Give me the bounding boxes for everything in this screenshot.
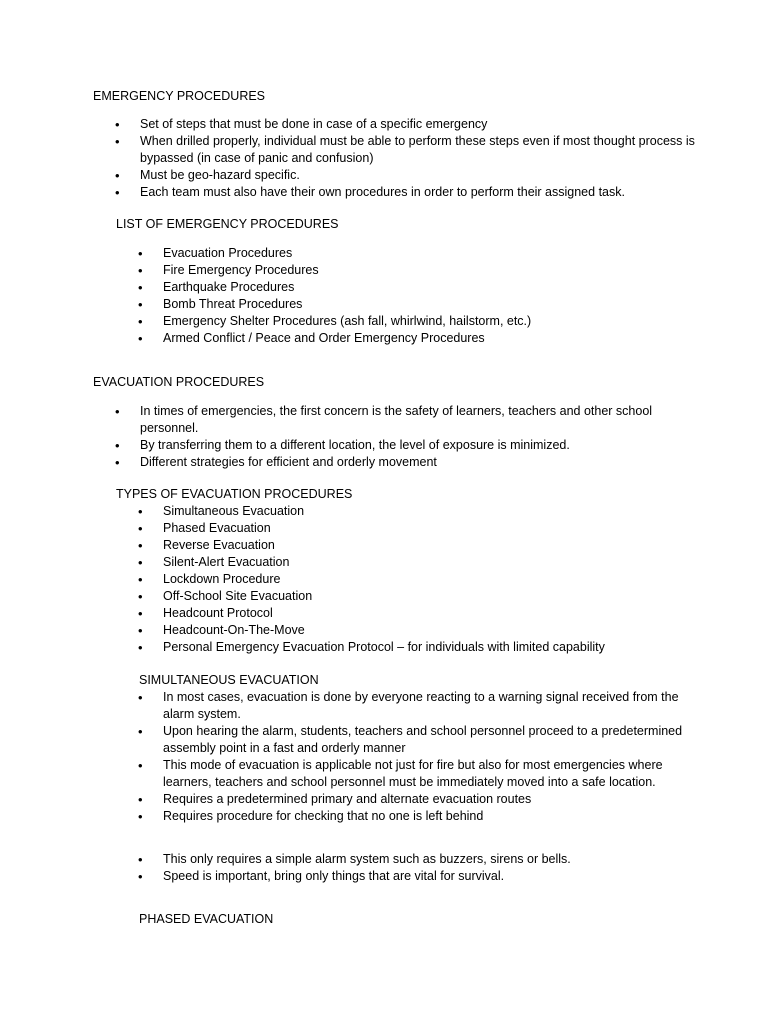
list-item: • Personal Emergency Evacuation Protocol – for individuals with limited capability [138,639,698,656]
section-heading-emergency-procedures: EMERGENCY PROCEDURES [93,89,266,103]
list-item: • Silent-Alert Evacuation [138,554,698,571]
list-item: • Each team must also have their own procedures in order to perform their assigned task. [115,184,700,201]
section-heading-phased-evacuation: PHASED EVACUATION [139,912,274,926]
list-item: • This only requires a simple alarm system such as buzzers, sirens or bells. [138,851,698,868]
list-item: • Upon hearing the alarm, students, teachers and school personnel proceed to a predetermined assembly point in a fast and orderly manner [138,723,698,757]
list-item: • This mode of evacuation is applicable not just for fire but also for most emergencies where learners, teachers and school personnel must be immediately moved into a safe location. [138,757,698,791]
list-item: • In times of emergencies, the first concern is the safety of learners, teachers and other school personnel. [115,403,700,437]
list-item: • Armed Conflict / Peace and Order Emergency Procedures [138,330,638,347]
list-item: • Different strategies for efficient and orderly movement [115,454,700,471]
simultaneous-evacuation-list [138,689,698,825]
section-heading-types-of-evacuation-procedures: TYPES OF EVACUATION PROCEDURES [116,487,353,501]
list-item: • Simultaneous Evacuation [138,503,698,520]
list-item: • Off-School Site Evacuation [138,588,698,605]
list-item: • Must be geo-hazard specific. [115,167,700,184]
types-of-evacuation-list [138,503,698,656]
list-item: • Requires a predetermined primary and alternate evacuation routes [138,791,698,808]
list-item: • Speed is important, bring only things that are vital for survival. [138,868,698,885]
list-item: • Reverse Evacuation [138,537,698,554]
list-item: • Fire Emergency Procedures [138,262,638,279]
list-item: • Lockdown Procedure [138,571,698,588]
list-item: • Headcount Protocol [138,605,698,622]
list-item: • By transferring them to a different location, the level of exposure is minimized. [115,437,700,454]
section-heading-evacuation-procedures: EVACUATION PROCEDURES [93,375,265,389]
list-item: • Bomb Threat Procedures [138,296,638,313]
list-item: • Set of steps that must be done in case of a specific emergency [115,116,700,133]
simultaneous-evacuation-extra-list [138,851,698,885]
list-item: • Phased Evacuation [138,520,698,537]
list-item: • When drilled properly, individual must be able to perform these steps even if most thought process is bypassed (in case of panic and confusion) [115,133,700,167]
emergency-procedures-list [115,116,700,201]
list-item: • Earthquake Procedures [138,279,638,296]
evacuation-procedures-list [115,403,700,471]
list-item: • Headcount-On-The-Move [138,622,698,639]
section-heading-list-of-emergency-procedures: LIST OF EMERGENCY PROCEDURES [116,217,339,231]
list-item: • Emergency Shelter Procedures (ash fall, whirlwind, hailstorm, etc.) [138,313,638,330]
section-heading-simultaneous-evacuation: SIMULTANEOUS EVACUATION [139,673,319,687]
list-item: • Evacuation Procedures [138,245,638,262]
list-item: • In most cases, evacuation is done by everyone reacting to a warning signal received from the alarm system. [138,689,698,723]
list-of-emergency-procedures [138,245,638,347]
list-item: • Requires procedure for checking that no one is left behind [138,808,698,825]
